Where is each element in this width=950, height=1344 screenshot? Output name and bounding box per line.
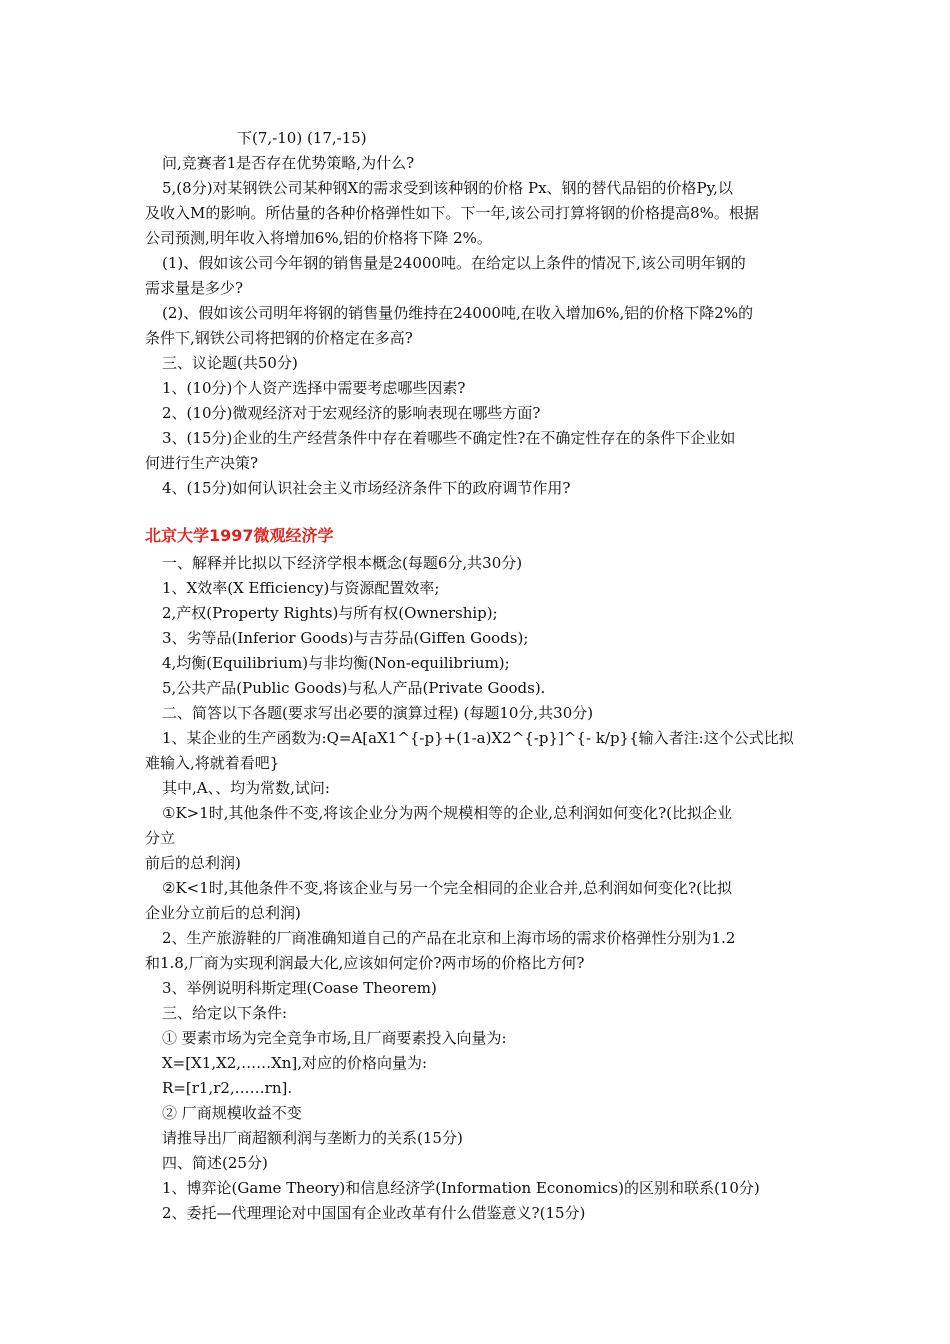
short-answer-item-cont: 难输入,将就着看吧}	[145, 754, 280, 772]
condition-item: ① 要素市场为完全竞争市场,且厂商要素投入向量为:	[162, 1029, 507, 1047]
sub-question-2: (2)、假如该公司明年将钢的销售量仍维持在24000吨,在收入增加6%,铝的价格下降2%的	[162, 304, 754, 322]
sub-question-1-cont: 需求量是多少?	[145, 279, 244, 297]
exam-title: 北京大学1997微观经济学	[145, 526, 334, 545]
condition-vector: X=[X1,X2,……Xn],对应的价格向量为:	[162, 1054, 428, 1072]
short-answer-sub-cont: 前后的总利润)	[145, 854, 241, 872]
short-answer-sub: ①K>1时,其他条件不变,将该企业分为两个规模相等的企业,总利润如何变化?(比拟企业	[162, 804, 732, 822]
discussion-item: 3、(15分)企业的生产经营条件中存在着哪些不确定性?在不确定性存在的条件下企业如	[162, 429, 736, 447]
short-answer-item: 3、举例说明科斯定理(Coase Theorem)	[162, 979, 437, 997]
question-5-cont: 及收入M的影响。所估量的各种价格弹性如下。下一年,该公司打算将钢的价格提高8%。根据	[145, 204, 759, 222]
short-answer-item-cont: 和1.8,厂商为实现利润最大化,应该如何定价?两市场的价格比方何?	[145, 954, 585, 972]
condition-item: ② 厂商规模收益不变	[162, 1104, 302, 1122]
condition-vector: R=[r1,r2,……rn].	[162, 1079, 293, 1097]
short-answer-sub-cont: 企业分立前后的总利润)	[145, 904, 301, 922]
concept-item: 5,公共产品(Public Goods)与私人产品(Private Goods).	[162, 679, 546, 697]
sub-question-2-cont: 条件下,钢铁公司将把钢的价格定在多高?	[145, 329, 413, 347]
short-answer-sub: ②K<1时,其他条件不变,将该企业与另一个完全相同的企业合并,总利润如何变化?(比拟	[162, 879, 732, 897]
short-answer-item: 1、某企业的生产函数为:Q=A[aX1^{-p}+(1-a)X2^{-p}]^{- k/p}{输入者注:这个公式比拟	[162, 729, 794, 747]
brief-item: 2、委托—代理理论对中国国有企业改革有什么借鉴意义?(15分)	[162, 1204, 586, 1222]
question-5: 5,(8分)对某钢铁公司某种钢X的需求受到该种钢的价格 Px、钢的替代品铝的价格Py,以	[162, 179, 733, 197]
short-answer-item: 2、生产旅游鞋的厂商准确知道自己的产品在北京和上海市场的需求价格弹性分别为1.2	[162, 929, 736, 947]
question-text: 问,竞赛者1是否存在优势策略,为什么?	[162, 154, 415, 172]
section-heading: 四、简述(25分)	[162, 1154, 268, 1172]
concept-item: 2,产权(Property Rights)与所有权(Ownership);	[162, 604, 498, 622]
sub-question-1: (1)、假如该公司今年钢的销售量是24000吨。在给定以上条件的情况下,该公司明年钢的	[162, 254, 746, 272]
brief-item: 1、博弈论(Game Theory)和信息经济学(Information Economics)的区别和联系(10分)	[162, 1179, 760, 1197]
section-heading: 二、简答以下各题(要求写出必要的演算过程) (每题10分,共30分)	[162, 704, 594, 722]
payoff-row: 下(7,-10) (17,-15)	[237, 129, 367, 147]
discussion-item: 4、(15分)如何认识社会主义市场经济条件下的政府调节作用?	[162, 479, 571, 497]
concept-item: 1、X效率(X Efficiency)与资源配置效率;	[162, 579, 440, 597]
section-heading: 三、议论题(共50分)	[162, 354, 298, 372]
question-5-cont: 公司预测,明年收入将增加6%,铝的价格将下降 2%。	[145, 229, 492, 247]
section-heading: 三、给定以下条件:	[162, 1004, 288, 1022]
short-answer-text: 其中,A、、均为常数,试问:	[162, 779, 330, 797]
discussion-item: 1、(10分)个人资产选择中需要考虑哪些因素?	[162, 379, 466, 397]
discussion-item: 2、(10分)微观经济对于宏观经济的影响表现在哪些方面?	[162, 404, 541, 422]
concept-item: 4,均衡(Equilibrium)与非均衡(Non-equilibrium);	[162, 654, 510, 672]
short-answer-sub-cont: 分立	[145, 829, 176, 847]
concept-item: 3、劣等品(Inferior Goods)与吉芬品(Giffen Goods);	[162, 629, 529, 647]
section-heading: 一、解释并比拟以下经济学根本概念(每题6分,共30分)	[162, 554, 523, 572]
condition-question: 请推导出厂商超额利润与垄断力的关系(15分)	[162, 1129, 463, 1147]
discussion-item-cont: 何进行生产决策?	[145, 454, 259, 472]
